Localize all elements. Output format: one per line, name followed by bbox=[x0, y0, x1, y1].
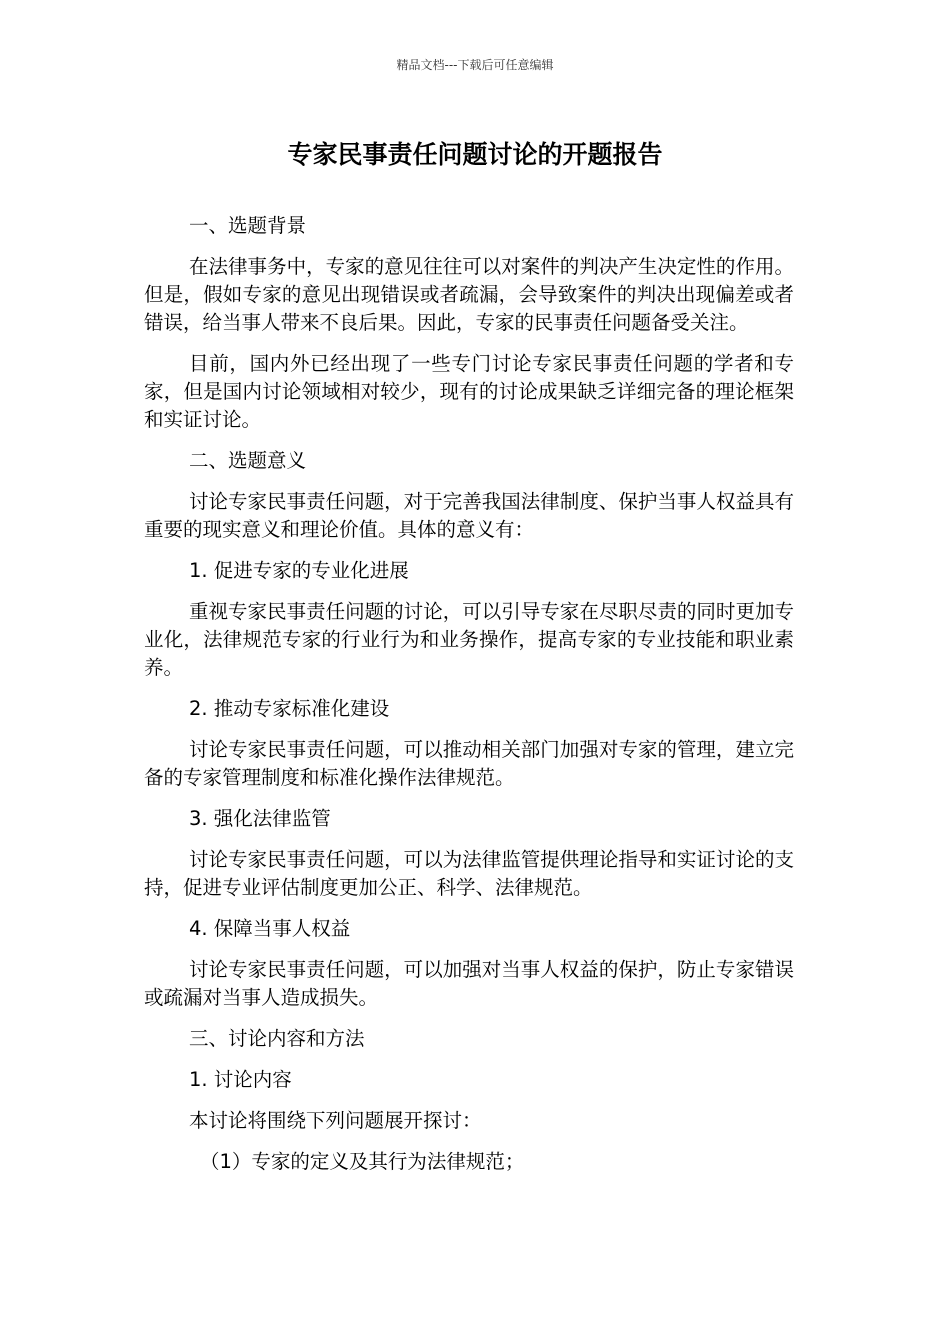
paragraph: 讨论专家民事责任问题，可以为法律监管提供理论指导和实证讨论的支持，促进专业评估制度更加公正、科学、法律规范。 bbox=[144, 848, 794, 899]
paragraph: 在法律事务中，专家的意见往往可以对案件的判决产生决定性的作用。但是，假如专家的意见出现错误或者疏漏，会导致案件的判决出现偏差或者错误，给当事人带来不良后果。因此，专家的民事责任问题备受关注。 bbox=[144, 255, 794, 334]
subheading: 2. 推动专家标准化建设 bbox=[189, 697, 390, 720]
paragraph: 目前，国内外已经出现了一些专门讨论专家民事责任问题的学者和专家，但是国内讨论领域相对较少，现有的讨论成果缺乏详细完备的理论框架和实证讨论。 bbox=[144, 352, 794, 431]
subheading: 4. 保障当事人权益 bbox=[189, 917, 351, 940]
paragraph: 重视专家民事责任问题的讨论，可以引导专家在尽职尽责的同时更加专业化，法律规范专家的行业行为和业务操作，提高专家的专业技能和职业素养。 bbox=[144, 600, 794, 679]
paragraph: 讨论专家民事责任问题，可以加强对当事人权益的保护，防止专家错误或疏漏对当事人造成损失。 bbox=[144, 958, 794, 1009]
subheading: 1. 促进专家的专业化进展 bbox=[189, 559, 409, 582]
header-note: 精品文档---下载后可任意编辑 bbox=[396, 58, 554, 72]
subheading: 1. 讨论内容 bbox=[189, 1068, 292, 1091]
paragraph: 讨论专家民事责任问题，可以推动相关部门加强对专家的管理，建立完备的专家管理制度和标准化操作法律规范。 bbox=[144, 738, 794, 789]
section-heading-significance: 二、选题意义 bbox=[189, 449, 307, 472]
list-item: （1）专家的定义及其行为法律规范； bbox=[200, 1150, 525, 1173]
subheading: 3. 强化法律监管 bbox=[189, 807, 331, 830]
document-body bbox=[144, 212, 794, 1189]
paragraph: 讨论专家民事责任问题，对于完善我国法律制度、保护当事人权益具有重要的现实意义和理论价值。具体的意义有： bbox=[144, 490, 794, 541]
document-title: 专家民事责任问题讨论的开题报告 bbox=[287, 140, 663, 169]
section-heading-content-method: 三、讨论内容和方法 bbox=[189, 1027, 365, 1050]
section-heading-background: 一、选题背景 bbox=[189, 214, 307, 237]
paragraph: 本讨论将围绕下列问题展开探讨： bbox=[189, 1109, 482, 1132]
